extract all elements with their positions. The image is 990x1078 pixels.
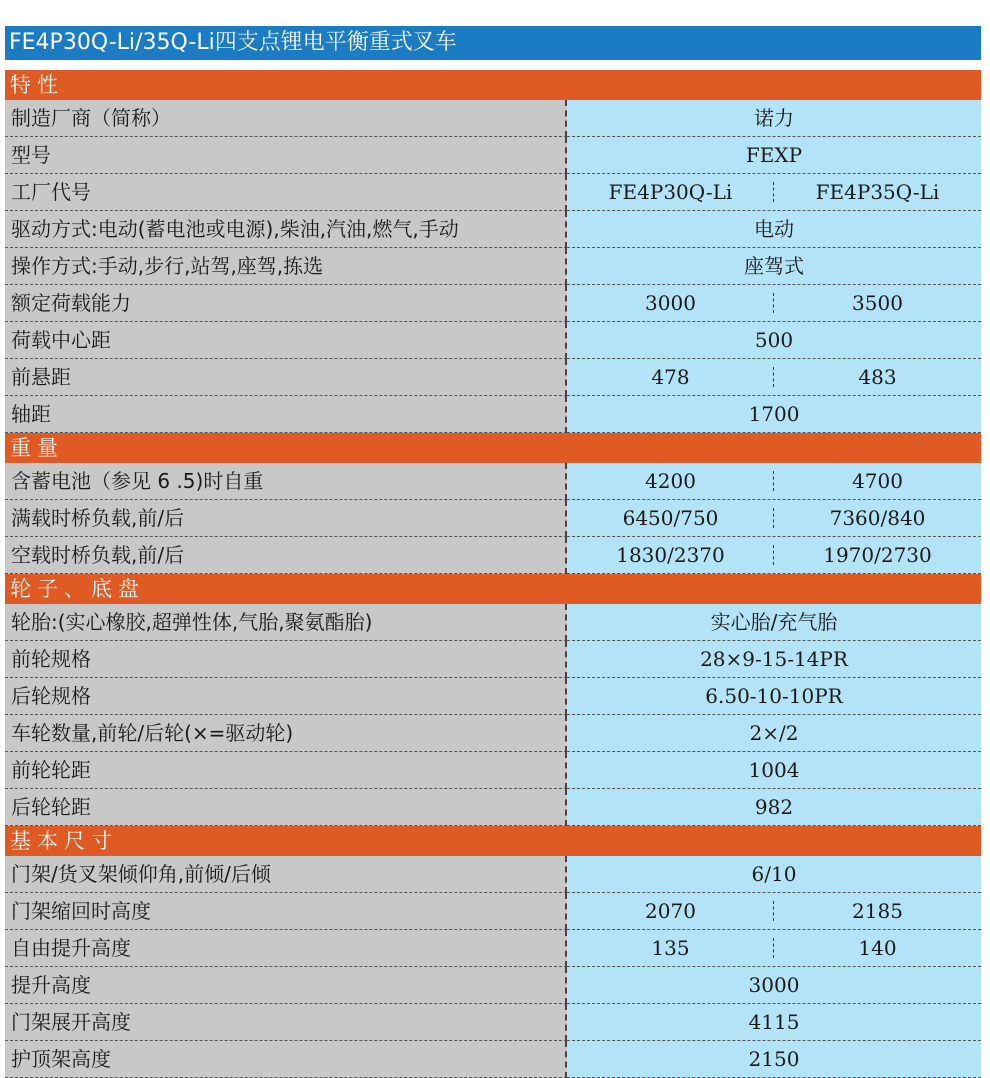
table-row — [5, 604, 981, 641]
row-label: 后轮轮距 — [5, 789, 567, 826]
row-values — [567, 174, 981, 211]
row-values — [567, 100, 981, 137]
row-values — [567, 396, 981, 433]
value-cell: FE4P30Q-Li — [567, 174, 774, 210]
row-values — [567, 463, 981, 500]
row-values — [567, 893, 981, 930]
row-label: 护顶架高度 — [5, 1041, 567, 1078]
row-values — [567, 930, 981, 967]
value-cell: 6450/750 — [567, 500, 774, 536]
row-values — [567, 322, 981, 359]
value-cell: 140 — [858, 936, 897, 960]
row-values — [567, 248, 981, 285]
row-values — [567, 137, 981, 174]
row-label: 前悬距 — [5, 359, 567, 396]
row-values — [567, 752, 981, 789]
table-row — [5, 1041, 981, 1078]
value-cell: 1970/2730 — [823, 543, 932, 567]
table-row — [5, 137, 981, 174]
value-cell: FE4P35Q-Li — [815, 180, 940, 204]
table-row — [5, 463, 981, 500]
spec-table — [5, 70, 981, 1078]
section-header: 特性 — [5, 70, 981, 100]
row-label: 轮胎:(实心橡胶,超弹性体,气胎,聚氨酯胎) — [5, 604, 567, 641]
value-cell: 500 — [754, 328, 794, 352]
row-label: 满载时桥负载,前/后 — [5, 500, 567, 537]
value-cell: 实心胎/充气胎 — [710, 610, 838, 634]
value-cell: 2185 — [852, 899, 903, 923]
row-label: 前轮规格 — [5, 641, 567, 678]
table-row — [5, 100, 981, 137]
row-label: 车轮数量,前轮/后轮(×=驱动轮) — [5, 715, 567, 752]
row-values — [567, 211, 981, 248]
table-row — [5, 930, 981, 967]
value-cell: 483 — [858, 365, 897, 389]
table-row — [5, 789, 981, 826]
section-header: 重量 — [5, 433, 981, 463]
row-values — [567, 604, 981, 641]
row-values — [567, 1004, 981, 1041]
table-row — [5, 641, 981, 678]
value-cell: 6/10 — [751, 862, 797, 886]
row-label: 额定荷载能力 — [5, 285, 567, 322]
table-row — [5, 285, 981, 322]
row-label: 空载时桥负载,前/后 — [5, 537, 567, 574]
table-row — [5, 359, 981, 396]
value-cell: 3000 — [567, 285, 774, 321]
row-label: 门架/货叉架倾仰角,前倾/后倾 — [5, 856, 567, 893]
table-row — [5, 396, 981, 433]
row-values — [567, 789, 981, 826]
row-values — [567, 715, 981, 752]
row-label: 型号 — [5, 137, 567, 174]
row-label: 驱动方式:电动(蓄电池或电源),柴油,汽油,燃气,手动 — [5, 211, 567, 248]
page-title: FE4P30Q-Li/35Q-Li四支点锂电平衡重式叉车 — [5, 26, 981, 60]
value-cell: 1700 — [748, 402, 800, 426]
value-cell: 7360/840 — [829, 506, 926, 530]
row-label: 门架缩回时高度 — [5, 893, 567, 930]
row-values — [567, 856, 981, 893]
row-label: 自由提升高度 — [5, 930, 567, 967]
value-cell: 2150 — [748, 1047, 800, 1071]
row-label: 提升高度 — [5, 967, 567, 1004]
row-label: 制造厂商（简称） — [5, 100, 567, 137]
table-row — [5, 856, 981, 893]
value-cell: 4200 — [567, 463, 774, 499]
table-row — [5, 715, 981, 752]
row-values — [567, 967, 981, 1004]
row-label: 前轮轮距 — [5, 752, 567, 789]
table-row — [5, 248, 981, 285]
row-values — [567, 285, 981, 322]
value-cell: 6.50-10-10PR — [705, 684, 843, 708]
table-row — [5, 893, 981, 930]
table-row — [5, 174, 981, 211]
row-label: 门架展开高度 — [5, 1004, 567, 1041]
row-label: 后轮规格 — [5, 678, 567, 715]
table-row — [5, 752, 981, 789]
row-label: 操作方式:手动,步行,站驾,座驾,拣选 — [5, 248, 567, 285]
row-values — [567, 1041, 981, 1078]
table-row — [5, 967, 981, 1004]
row-label: 含蓄电池（参见 6 .5)时自重 — [5, 463, 567, 500]
table-row — [5, 1004, 981, 1041]
section-header: 轮子、底盘 — [5, 574, 981, 604]
row-values — [567, 500, 981, 537]
value-cell: 478 — [567, 359, 774, 395]
value-cell: 座驾式 — [744, 254, 804, 278]
value-cell: FEXP — [745, 143, 803, 167]
value-cell: 4115 — [748, 1010, 800, 1034]
value-cell: 电动 — [754, 217, 794, 241]
row-values — [567, 359, 981, 396]
value-cell: 28×9-15-14PR — [700, 647, 848, 671]
row-label: 轴距 — [5, 396, 567, 433]
table-row — [5, 211, 981, 248]
value-cell: 135 — [567, 930, 774, 966]
row-label: 工厂代号 — [5, 174, 567, 211]
value-cell: 3500 — [852, 291, 903, 315]
table-row — [5, 500, 981, 537]
value-cell: 诺力 — [754, 106, 794, 130]
row-values — [567, 537, 981, 574]
table-row — [5, 322, 981, 359]
value-cell: 2×/2 — [749, 721, 799, 745]
value-cell: 982 — [754, 795, 794, 819]
value-cell: 2070 — [567, 893, 774, 929]
table-row — [5, 678, 981, 715]
row-label: 荷载中心距 — [5, 322, 567, 359]
value-cell: 1004 — [748, 758, 800, 782]
row-values — [567, 641, 981, 678]
row-values — [567, 678, 981, 715]
table-row — [5, 537, 981, 574]
section-header: 基本尺寸 — [5, 826, 981, 856]
value-cell: 1830/2370 — [567, 537, 774, 573]
value-cell: 4700 — [852, 469, 903, 493]
value-cell: 3000 — [748, 973, 800, 997]
